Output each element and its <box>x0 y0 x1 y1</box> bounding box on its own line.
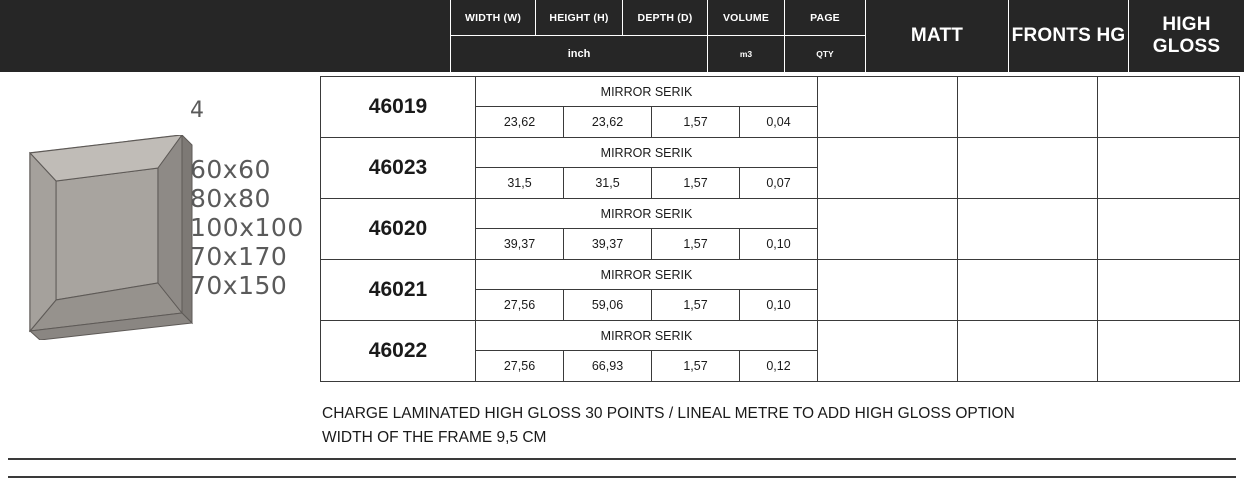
cell-matt[interactable] <box>818 77 958 138</box>
size-item: 80x80 <box>190 184 271 213</box>
cell-width: 27,56 <box>476 290 564 321</box>
cell-matt[interactable] <box>818 321 958 382</box>
cell-fronts-hg[interactable] <box>958 199 1098 260</box>
product-table <box>320 76 1240 382</box>
header-unit-inch: inch <box>450 36 707 72</box>
size-item: 70x170 <box>190 242 288 271</box>
header-page: PAGE <box>784 0 865 36</box>
cell-height: 59,06 <box>564 290 652 321</box>
cell-depth: 1,57 <box>652 107 740 138</box>
cell-volume: 0,04 <box>740 107 818 138</box>
cell-height: 66,93 <box>564 351 652 382</box>
table-row <box>321 138 1240 168</box>
product-name: MIRROR SERIK <box>476 138 818 168</box>
size-item: 100x100 <box>190 213 304 242</box>
cell-height: 31,5 <box>564 168 652 199</box>
cell-high-gloss[interactable] <box>1098 138 1240 199</box>
cell-width: 23,62 <box>476 107 564 138</box>
cell-matt[interactable] <box>818 260 958 321</box>
size-item: 70x150 <box>190 271 288 300</box>
product-code: 46020 <box>321 199 476 260</box>
cell-fronts-hg[interactable] <box>958 138 1098 199</box>
table-row <box>321 199 1240 229</box>
cell-width: 27,56 <box>476 351 564 382</box>
cell-volume: 0,07 <box>740 168 818 199</box>
cell-fronts-hg[interactable] <box>958 77 1098 138</box>
size-item: 60x60 <box>190 155 271 184</box>
cell-height: 23,62 <box>564 107 652 138</box>
table-row <box>321 77 1240 107</box>
product-name: MIRROR SERIK <box>476 321 818 351</box>
header-matt: MATT <box>865 0 1008 72</box>
product-code: 46023 <box>321 138 476 199</box>
cell-matt[interactable] <box>818 138 958 199</box>
cell-depth: 1,57 <box>652 351 740 382</box>
cell-volume: 0,10 <box>740 229 818 260</box>
cell-width: 39,37 <box>476 229 564 260</box>
cell-high-gloss[interactable] <box>1098 260 1240 321</box>
divider-top <box>8 458 1236 460</box>
table-header-band <box>0 0 1244 72</box>
cell-high-gloss[interactable] <box>1098 199 1240 260</box>
cell-high-gloss[interactable] <box>1098 77 1240 138</box>
header-width: WIDTH (W) <box>450 0 535 36</box>
cell-fronts-hg[interactable] <box>958 321 1098 382</box>
header-volume: VOLUME <box>707 0 784 36</box>
table-row <box>321 260 1240 290</box>
note-line: WIDTH OF THE FRAME 9,5 CM <box>322 429 547 446</box>
header-fronts-hg: FRONTS HG <box>1008 0 1128 72</box>
cell-fronts-hg[interactable] <box>958 260 1098 321</box>
cell-volume: 0,10 <box>740 290 818 321</box>
table-row <box>321 321 1240 351</box>
header-high-gloss: HIGH GLOSS <box>1128 0 1244 72</box>
product-name: MIRROR SERIK <box>476 260 818 290</box>
cell-height: 39,37 <box>564 229 652 260</box>
cell-depth: 1,57 <box>652 290 740 321</box>
product-name: MIRROR SERIK <box>476 199 818 229</box>
header-depth: DEPTH (D) <box>622 0 707 36</box>
frame-depth-callout: 4 <box>190 98 204 123</box>
product-name: MIRROR SERIK <box>476 77 818 107</box>
product-code: 46019 <box>321 77 476 138</box>
cell-volume: 0,12 <box>740 351 818 382</box>
divider-bottom <box>8 476 1236 478</box>
cell-depth: 1,57 <box>652 229 740 260</box>
size-list <box>190 155 304 300</box>
header-unit-qty: QTY <box>784 36 865 72</box>
product-code: 46022 <box>321 321 476 382</box>
mirror-frame-illustration <box>22 135 197 340</box>
product-code: 46021 <box>321 260 476 321</box>
note-line: CHARGE LAMINATED HIGH GLOSS 30 POINTS / LINEAL METRE TO ADD HIGH GLOSS OPTION <box>322 405 1015 422</box>
cell-width: 31,5 <box>476 168 564 199</box>
header-height: HEIGHT (H) <box>535 0 622 36</box>
notes-block <box>322 402 1015 450</box>
cell-matt[interactable] <box>818 199 958 260</box>
cell-depth: 1,57 <box>652 168 740 199</box>
header-unit-m3: m3 <box>707 36 784 72</box>
cell-high-gloss[interactable] <box>1098 321 1240 382</box>
